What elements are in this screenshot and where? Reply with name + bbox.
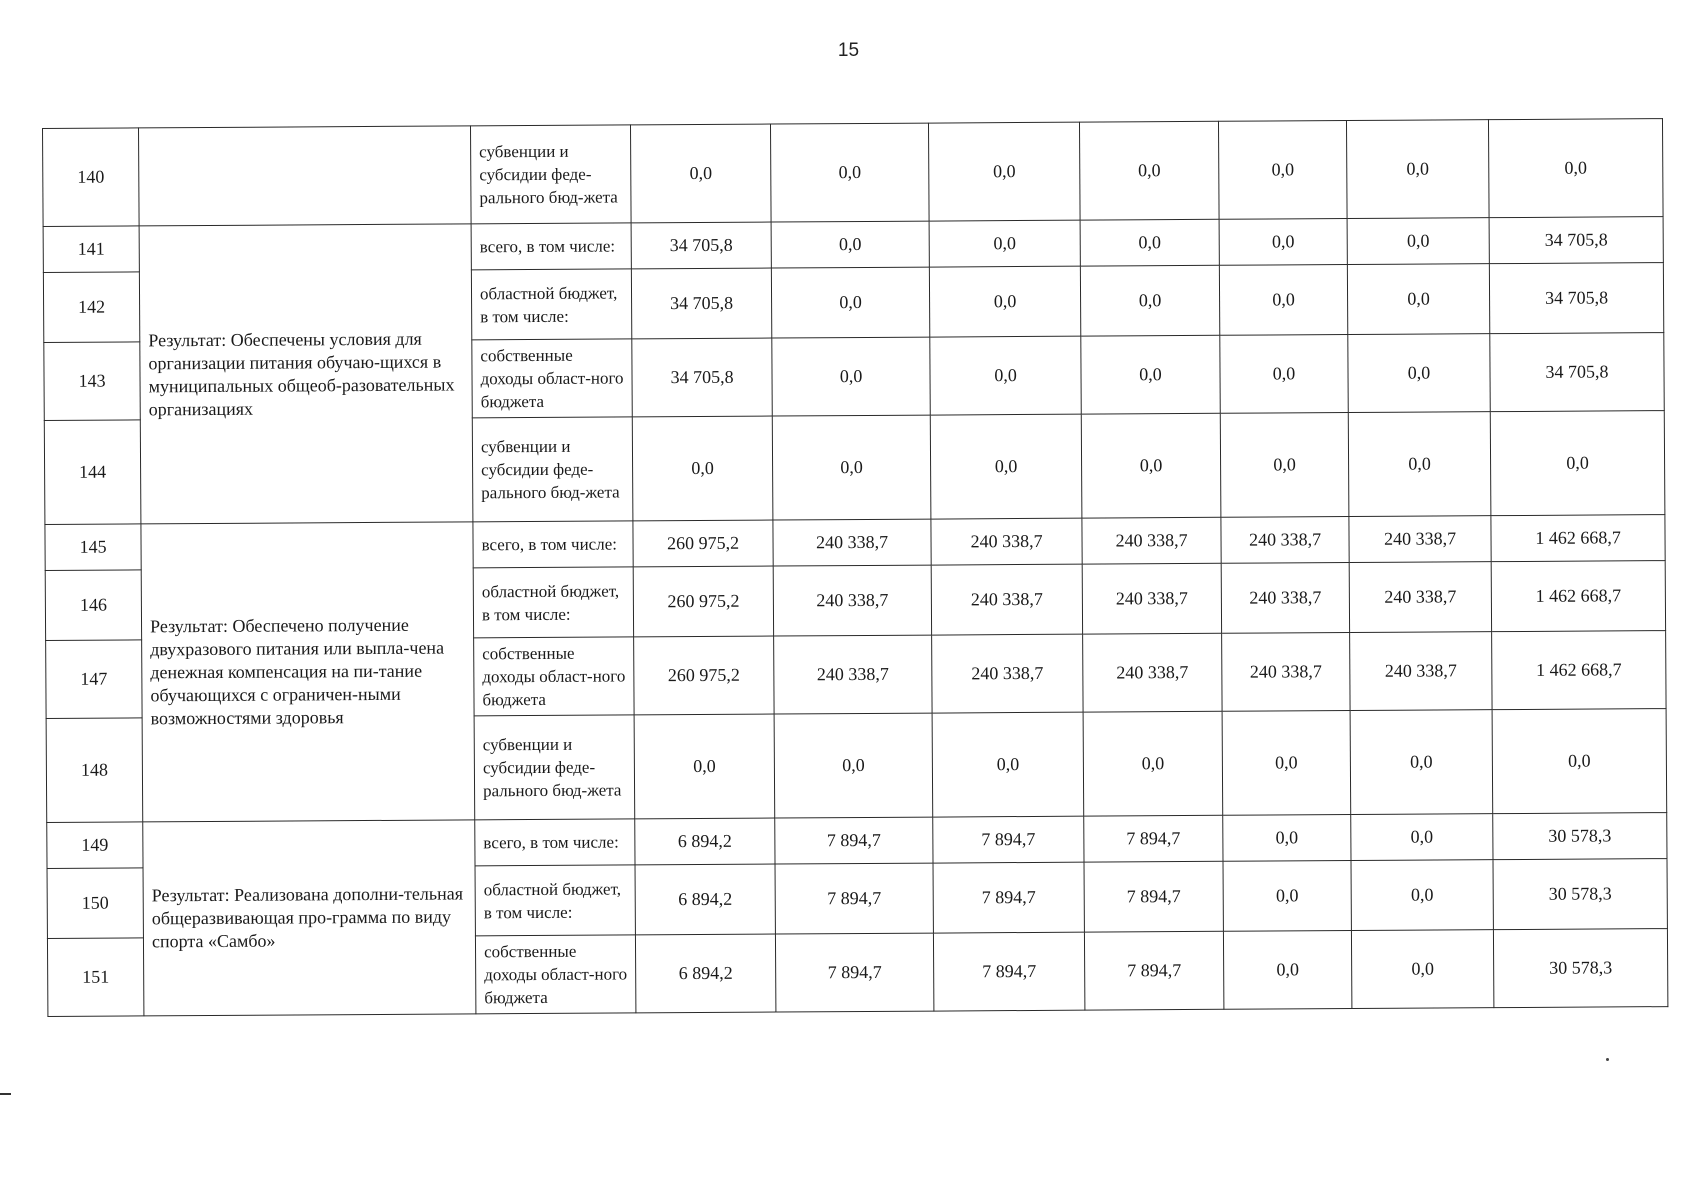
margin-mark [0, 1093, 11, 1095]
total-value: 30 578,3 [1493, 929, 1667, 1008]
budget-table-body [43, 119, 1668, 1017]
year-value: 0,0 [1348, 412, 1491, 517]
year-value: 240 338,7 [774, 635, 932, 714]
year-value: 6 894,2 [635, 818, 775, 865]
year-value: 240 338,7 [1221, 517, 1349, 564]
result-description [139, 126, 472, 226]
year-value: 240 338,7 [773, 565, 931, 636]
year-value: 240 338,7 [1082, 563, 1221, 634]
row-number: 148 [46, 718, 143, 823]
year-value: 0,0 [929, 266, 1080, 337]
year-value: 0,0 [770, 123, 929, 222]
scan-speck [1606, 1058, 1609, 1061]
year-value: 240 338,7 [931, 518, 1082, 565]
year-value: 7 894,7 [933, 932, 1084, 1011]
year-value: 0,0 [771, 267, 929, 338]
year-value: 240 338,7 [932, 634, 1083, 713]
year-value: 6 894,2 [635, 934, 775, 1013]
year-value: 0,0 [1220, 413, 1349, 518]
year-value: 0,0 [1346, 120, 1489, 219]
funding-source: областной бюджет, в том числе: [475, 865, 635, 936]
year-value: 0,0 [1350, 710, 1493, 815]
year-value: 0,0 [1219, 265, 1347, 336]
row-number: 141 [43, 226, 139, 273]
year-value: 0,0 [1081, 335, 1220, 414]
row-number: 146 [45, 570, 141, 641]
total-value: 34 705,8 [1489, 263, 1663, 334]
year-value: 7 894,7 [933, 862, 1084, 933]
year-value: 240 338,7 [773, 519, 931, 566]
year-value: 34 705,8 [632, 338, 772, 417]
budget-table [42, 118, 1668, 1017]
year-value: 0,0 [1351, 860, 1493, 931]
page-number: 15 [837, 40, 860, 61]
year-value: 240 338,7 [1221, 563, 1349, 634]
result-description: Результат: Реализована дополни-тельная общеразвивающая про-грамма по виду спорта «Самбо» [143, 820, 476, 1016]
row-number: 140 [43, 128, 140, 227]
year-value: 34 705,8 [631, 222, 771, 269]
year-value: 0,0 [928, 122, 1080, 221]
year-value: 0,0 [1347, 264, 1489, 335]
year-value: 0,0 [932, 712, 1084, 817]
year-value: 0,0 [930, 336, 1081, 415]
year-value: 0,0 [1223, 861, 1351, 932]
year-value: 260 975,2 [634, 636, 774, 715]
year-value: 0,0 [772, 415, 931, 520]
total-value: 30 578,3 [1493, 859, 1667, 930]
row-number: 147 [46, 640, 142, 719]
funding-source: областной бюджет, в том числе: [473, 567, 633, 638]
result-description: Результат: Обеспечено получение двухразового питания или выпла-чена денежная компенсация на пи-тание обучающихся с ограничен-ными возможностями здоровья [141, 522, 475, 822]
year-value: 0,0 [1351, 930, 1493, 1009]
year-value: 7 894,7 [775, 817, 933, 864]
year-value: 0,0 [771, 221, 929, 268]
funding-source: собственные доходы област-ного бюджета [472, 339, 632, 418]
row-number: 145 [45, 524, 141, 571]
result-description: Результат: Обеспечены условия для организации питания обучаю-щихся в муниципальных общеоб-разовательных организациях [139, 224, 473, 524]
year-value: 0,0 [929, 220, 1080, 267]
year-value: 0,0 [1218, 121, 1347, 220]
total-value: 0,0 [1490, 411, 1665, 516]
year-value: 7 894,7 [1084, 931, 1223, 1010]
year-value: 0,0 [1081, 413, 1221, 518]
year-value: 240 338,7 [1222, 633, 1350, 712]
total-value: 1 462 668,7 [1492, 631, 1666, 710]
row-number: 151 [47, 938, 143, 1017]
total-value: 0,0 [1492, 709, 1667, 814]
year-value: 0,0 [1348, 334, 1490, 413]
total-value: 34 705,8 [1490, 333, 1664, 412]
total-value: 34 705,8 [1489, 217, 1663, 264]
year-value: 260 975,2 [633, 566, 773, 637]
year-value: 7 894,7 [1084, 815, 1223, 862]
row-number: 144 [44, 420, 141, 525]
budget-table-wrapper [42, 118, 1667, 1017]
year-value: 240 338,7 [1350, 632, 1492, 711]
funding-source: субвенции и субсидии феде-рального бюд-жета [472, 417, 633, 522]
year-value: 260 975,2 [633, 520, 773, 567]
year-value: 34 705,8 [631, 268, 771, 339]
year-value: 0,0 [772, 337, 930, 416]
year-value: 0,0 [1222, 711, 1351, 816]
year-value: 0,0 [1083, 711, 1223, 816]
year-value: 240 338,7 [1083, 633, 1222, 712]
row-number: 143 [44, 342, 140, 421]
year-value: 240 338,7 [931, 564, 1082, 635]
year-value: 0,0 [632, 416, 773, 521]
year-value: 240 338,7 [1349, 516, 1491, 563]
year-value: 0,0 [930, 414, 1082, 519]
year-value: 0,0 [1079, 121, 1219, 220]
year-value: 0,0 [630, 124, 771, 223]
year-value: 0,0 [1351, 814, 1493, 861]
year-value: 0,0 [774, 713, 933, 818]
funding-source: областной бюджет, в том числе: [471, 269, 631, 340]
funding-source: субвенции и субсидии феде-рального бюд-жета [474, 715, 635, 820]
funding-source: собственные доходы област-ного бюджета [475, 935, 635, 1014]
year-value: 0,0 [1219, 219, 1347, 266]
funding-source: всего, в том числе: [475, 819, 635, 866]
year-value: 0,0 [1220, 335, 1348, 414]
row-number: 149 [47, 822, 143, 869]
year-value: 6 894,2 [635, 864, 775, 935]
total-value: 0,0 [1488, 119, 1663, 218]
row-number: 150 [47, 868, 143, 939]
year-value: 0,0 [1080, 219, 1219, 266]
year-value: 0,0 [1080, 265, 1219, 336]
row-number: 142 [43, 272, 139, 343]
total-value: 30 578,3 [1493, 813, 1667, 860]
year-value: 0,0 [1347, 218, 1489, 265]
year-value: 7 894,7 [933, 816, 1084, 863]
funding-source: всего, в том числе: [473, 521, 633, 568]
year-value: 240 338,7 [1082, 517, 1221, 564]
year-value: 0,0 [634, 714, 775, 819]
table-row [43, 119, 1664, 227]
year-value: 7 894,7 [775, 863, 933, 934]
year-value: 0,0 [1223, 815, 1351, 862]
funding-source: субвенции и субсидии феде-рального бюд-жета [470, 125, 631, 224]
year-value: 0,0 [1223, 931, 1351, 1010]
year-value: 7 894,7 [1084, 861, 1223, 932]
funding-source: собственные доходы област-ного бюджета [474, 637, 634, 716]
funding-source: всего, в том числе: [471, 223, 631, 270]
year-value: 7 894,7 [775, 933, 933, 1012]
year-value: 240 338,7 [1349, 562, 1491, 633]
total-value: 1 462 668,7 [1491, 561, 1665, 632]
total-value: 1 462 668,7 [1491, 515, 1665, 562]
